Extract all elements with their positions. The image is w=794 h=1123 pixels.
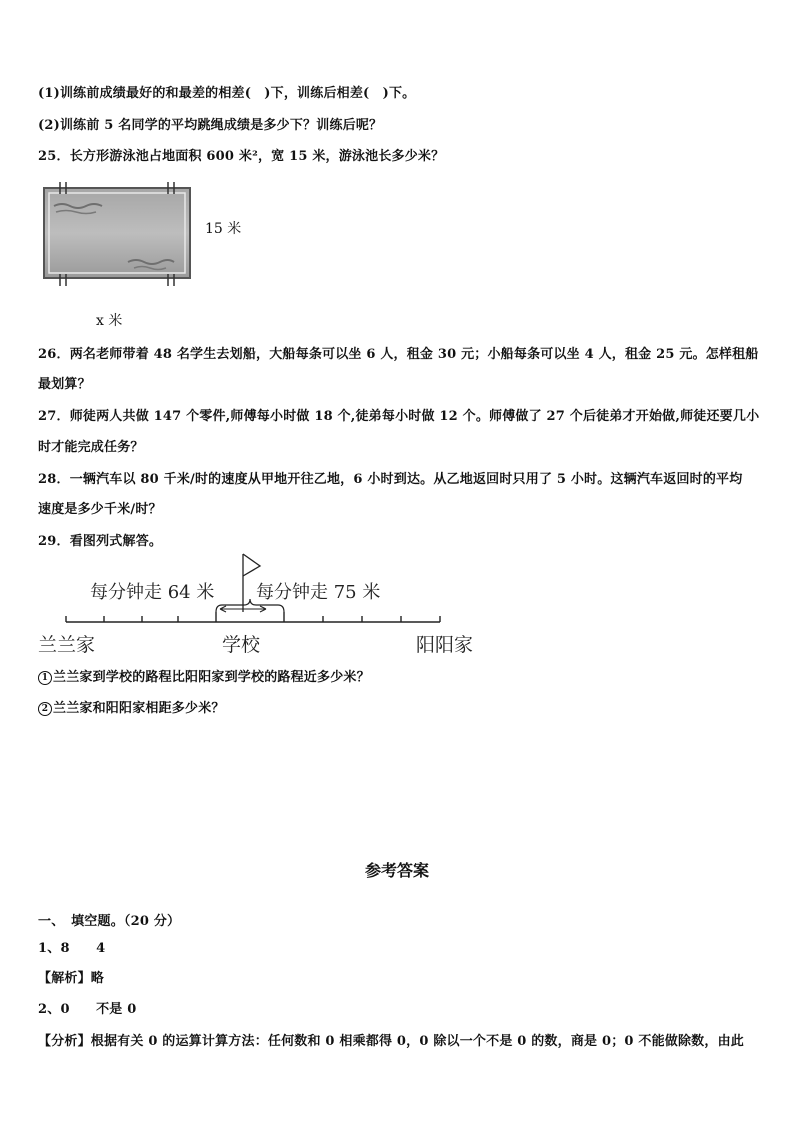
question-28-line-1: 28．一辆汽车以 80 千米/时的速度从甲地开往乙地，6 小时到达。从乙地返回时只用了 5 小时。这辆汽车返回时的平均 [38,472,743,487]
pool-rectangle [42,180,194,288]
right-speed-label: 每分钟走 75 米 [256,582,381,603]
question-29-sub-1-text: 兰兰家到学校的路程比阳阳家到学校的路程近多少米？ [53,670,370,685]
question-28-line-2: 速度是多少千米/时？ [38,502,162,517]
question-26-line-2: 最划算？ [38,377,91,392]
circled-number-2: 2 [38,702,52,716]
flag [243,554,260,576]
question-26-line-1: 26．两名老师带着 48 名学生去划船，大船每条可以坐 6 人，租金 30 元；小船每条可以坐 4 人，租金 25 元。怎样租船 [38,347,759,362]
question-29-sub-2 [38,697,225,716]
answers-title: 参考答案 [364,861,429,880]
place-lanlan-home: 兰兰家 [38,634,96,656]
pool-width-label: 15 米 [205,221,242,237]
question-29: 29．看图列式解答。 [38,534,163,549]
place-school: 学校 [222,634,261,656]
answer-1: 1、8 4 [38,941,106,956]
pool-figure [42,180,194,288]
circled-number-1: 1 [38,671,52,685]
answer-2-note: 【分析】根据有关 0 的运算计算方法：任何数和 0 相乘都得 0，0 除以一个不是 0 的数，商是 0；0 不能做除数，由此 [38,1034,744,1049]
place-yangyang-home: 阳阳家 [416,634,474,656]
question-29-sub-2-text: 兰兰家和阳阳家相距多少米？ [53,701,225,716]
pool-length-label: x 米 [96,313,123,329]
question-24-part-1: (1)训练前成绩最好的和最差的相差( )下，训练后相差( )下。 [38,86,416,101]
question-27-line-1: 27．师徒两人共做 147 个零件,师傅每小时做 18 个,徒弟每小时做 12 个。师傅做了 27 个后徒弟才开始做,师徒还要几小 [38,409,760,424]
question-24-part-2: (2)训练前 5 名同学的平均跳绳成绩是多少下？训练后呢？ [38,118,383,133]
answers-section-1: 一、 填空题。（20 分） [38,914,181,929]
answer-2: 2、0 不是 0 [38,1002,137,1017]
question-29-sub-1 [38,666,370,685]
question-27-line-2: 时才能完成任务？ [38,440,144,455]
left-speed-label: 每分钟走 64 米 [90,582,215,603]
route-diagram [38,552,488,662]
question-25: 25．长方形游泳池占地面积 600 米²，宽 15 米，游泳池长多少米？ [38,149,445,164]
answer-1-note: 【解析】略 [38,971,105,986]
route-ticks [66,612,440,622]
